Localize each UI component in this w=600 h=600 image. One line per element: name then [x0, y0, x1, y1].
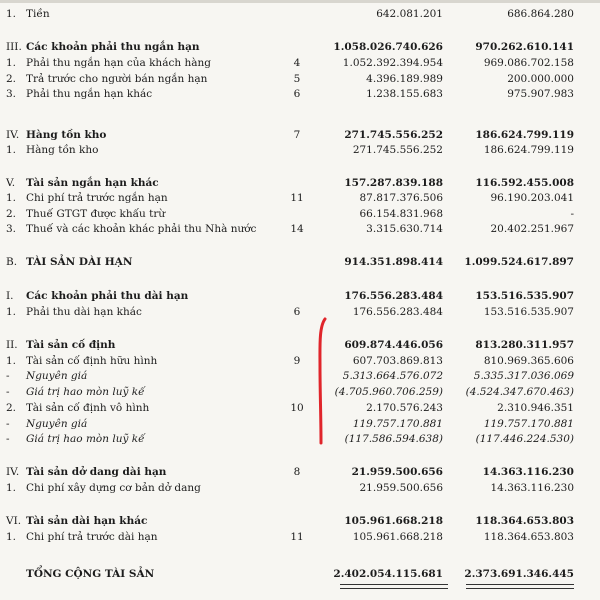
- value-prior-period: 969.086.702.158: [483, 57, 574, 69]
- value-current-period: 87.817.376.506: [359, 192, 443, 204]
- table-row: [0, 337, 600, 353]
- row-number: 1.: [6, 531, 17, 543]
- note-ref: 9: [293, 355, 301, 367]
- row-label: Phải thu dài hạn khác: [26, 306, 142, 318]
- value-prior-period: 186.624.799.119: [475, 129, 574, 141]
- value-prior-period: 96.190.203.041: [490, 192, 574, 204]
- row-number: B.: [6, 256, 18, 268]
- value-current-period: 1.052.392.394.954: [342, 57, 443, 69]
- row-label: Chi phí trả trước dài hạn: [26, 531, 158, 543]
- total-double-underline: [466, 584, 574, 589]
- row-label: Phải thu ngắn hạn khác: [26, 88, 153, 100]
- row-number: 1.: [6, 482, 17, 494]
- row-label: Hàng tồn kho: [26, 129, 107, 141]
- value-prior-period: 2.373.691.346.445: [464, 568, 574, 580]
- note-ref: 10: [290, 402, 304, 414]
- row-number: VI.: [6, 515, 22, 527]
- value-current-period: 176.556.283.484: [352, 306, 443, 318]
- value-prior-period: -: [570, 208, 574, 220]
- value-current-period: 2.402.054.115.681: [333, 568, 443, 580]
- table-row: [0, 304, 600, 320]
- value-prior-period: (117.446.224.530): [475, 433, 574, 445]
- row-number: 2.: [6, 402, 17, 414]
- value-prior-period: 153.516.535.907: [483, 306, 574, 318]
- table-row: [0, 142, 600, 158]
- row-label: Các khoản phải thu ngắn hạn: [26, 41, 200, 53]
- table-row: [0, 39, 600, 55]
- row-label: Thuế và các khoản khác phải thu Nhà nước: [26, 223, 257, 235]
- note-ref: 6: [293, 88, 301, 100]
- row-number: 1.: [6, 8, 17, 20]
- table-row: [0, 127, 600, 143]
- value-current-period: 105.961.668.218: [352, 531, 443, 543]
- value-prior-period: 14.363.116.230: [490, 482, 574, 494]
- table-row: [0, 86, 600, 102]
- total-double-underline: [340, 584, 448, 589]
- row-number: 2.: [6, 73, 17, 85]
- table-row: [0, 400, 600, 416]
- row-label: Chi phí trả trước ngắn hạn: [26, 192, 168, 204]
- row-number: -: [6, 370, 10, 382]
- value-prior-period: 118.364.653.803: [483, 531, 574, 543]
- value-current-period: 1.238.155.683: [366, 88, 443, 100]
- note-ref: 14: [290, 223, 304, 235]
- table-row: [0, 431, 600, 447]
- row-number: V.: [6, 177, 16, 189]
- value-current-period: 2.170.576.243: [366, 402, 443, 414]
- row-number: IV.: [6, 129, 20, 141]
- row-number: 1.: [6, 144, 17, 156]
- table-row: [0, 353, 600, 369]
- value-current-period: 4.396.189.989: [366, 73, 443, 85]
- value-prior-period: 686.864.280: [507, 8, 574, 20]
- row-label: Trả trước cho người bán ngắn hạn: [26, 73, 208, 85]
- table-row: [0, 288, 600, 304]
- row-number: 3.: [6, 223, 17, 235]
- value-current-period: 21.959.500.656: [359, 482, 443, 494]
- table-row: [0, 55, 600, 71]
- value-current-period: 609.874.446.056: [344, 339, 443, 351]
- row-label: Tài sản cố định: [26, 339, 116, 351]
- value-current-period: 105.961.668.218: [344, 515, 443, 527]
- table-row: [0, 175, 600, 191]
- table-row: [0, 513, 600, 529]
- row-label: Nguyên giá: [26, 418, 88, 430]
- row-number: III.: [6, 41, 22, 53]
- note-ref: 6: [293, 306, 301, 318]
- table-row: [0, 71, 600, 87]
- value-current-period: 3.315.630.714: [366, 223, 443, 235]
- note-ref: 7: [293, 129, 301, 141]
- row-label: Phải thu ngắn hạn của khách hàng: [26, 57, 211, 69]
- table-row: [0, 384, 600, 400]
- value-prior-period: 810.969.365.606: [483, 355, 574, 367]
- value-prior-period: 5.335.317.036.069: [473, 370, 574, 382]
- value-current-period: 271.745.556.252: [352, 144, 443, 156]
- table-row: [0, 254, 600, 270]
- value-prior-period: 975.907.983: [507, 88, 574, 100]
- value-current-period: 642.081.201: [376, 8, 443, 20]
- row-label: Thuế GTGT được khấu trừ: [26, 208, 166, 220]
- row-label: Tài sản cố định hữu hình: [26, 355, 158, 367]
- note-ref: 5: [293, 73, 301, 85]
- table-row: [0, 464, 600, 480]
- value-prior-period: 119.757.170.881: [483, 418, 574, 430]
- table-row: [0, 190, 600, 206]
- row-number: 1.: [6, 57, 17, 69]
- row-label: TÀI SẢN DÀI HẠN: [26, 256, 133, 268]
- value-current-period: (4.705.960.706.259): [334, 386, 443, 398]
- value-prior-period: 153.516.535.907: [475, 290, 574, 302]
- row-label: TỔNG CỘNG TÀI SẢN: [26, 568, 155, 580]
- row-number: 1.: [6, 306, 17, 318]
- row-label: Tài sản ngắn hạn khác: [26, 177, 159, 189]
- value-prior-period: 116.592.455.008: [475, 177, 574, 189]
- value-current-period: 66.154.831.968: [359, 208, 443, 220]
- row-label: Tài sản dở dang dài hạn: [26, 466, 167, 478]
- top-edge-shadow: [0, 0, 600, 3]
- row-number: IV.: [6, 466, 20, 478]
- value-prior-period: (4.524.347.670.463): [465, 386, 574, 398]
- row-number: 1.: [6, 192, 17, 204]
- table-row: [0, 206, 600, 222]
- value-prior-period: 2.310.946.351: [497, 402, 574, 414]
- row-number: -: [6, 386, 10, 398]
- row-label: Tài sản dài hạn khác: [26, 515, 148, 527]
- row-label: Giá trị hao mòn luỹ kế: [26, 433, 145, 445]
- table-row: [0, 480, 600, 496]
- row-label: Nguyên giá: [26, 370, 88, 382]
- value-prior-period: 200.000.000: [507, 73, 574, 85]
- row-label: Giá trị hao mòn luỹ kế: [26, 386, 145, 398]
- row-number: 2.: [6, 208, 17, 220]
- row-number: 3.: [6, 88, 17, 100]
- table-row: [0, 6, 600, 22]
- row-label: Tiền: [26, 8, 50, 20]
- table-row: [0, 368, 600, 384]
- value-current-period: (117.586.594.638): [344, 433, 443, 445]
- note-ref: 11: [290, 192, 304, 204]
- value-prior-period: 1.099.524.617.897: [464, 256, 574, 268]
- row-number: 1.: [6, 355, 17, 367]
- row-number: -: [6, 433, 10, 445]
- row-number: I.: [6, 290, 14, 302]
- value-prior-period: 970.262.610.141: [475, 41, 574, 53]
- row-number: II.: [6, 339, 18, 351]
- value-current-period: 119.757.170.881: [352, 418, 443, 430]
- value-current-period: 271.745.556.252: [344, 129, 443, 141]
- note-ref: 11: [290, 531, 304, 543]
- row-label: Các khoản phải thu dài hạn: [26, 290, 189, 302]
- value-prior-period: 14.363.116.230: [482, 466, 574, 478]
- value-prior-period: 118.364.653.803: [475, 515, 574, 527]
- row-label: Tài sản cố định vô hình: [26, 402, 150, 414]
- value-current-period: 914.351.898.414: [344, 256, 443, 268]
- note-ref: 4: [293, 57, 301, 69]
- table-row: [0, 529, 600, 545]
- table-row: [0, 566, 600, 582]
- value-prior-period: 20.402.251.967: [490, 223, 574, 235]
- value-current-period: 157.287.839.188: [344, 177, 443, 189]
- row-label: Chi phí xây dựng cơ bản dở dang: [26, 482, 201, 494]
- value-current-period: 5.313.664.576.072: [342, 370, 443, 382]
- row-label: Hàng tồn kho: [26, 144, 99, 156]
- value-current-period: 607.703.869.813: [352, 355, 443, 367]
- value-prior-period: 813.280.311.957: [475, 339, 574, 351]
- value-current-period: 21.959.500.656: [351, 466, 443, 478]
- value-current-period: 176.556.283.484: [344, 290, 443, 302]
- row-number: -: [6, 418, 10, 430]
- table-row: [0, 221, 600, 237]
- note-ref: 8: [293, 466, 301, 478]
- table-row: [0, 416, 600, 432]
- value-prior-period: 186.624.799.119: [483, 144, 574, 156]
- value-current-period: 1.058.026.740.626: [333, 41, 443, 53]
